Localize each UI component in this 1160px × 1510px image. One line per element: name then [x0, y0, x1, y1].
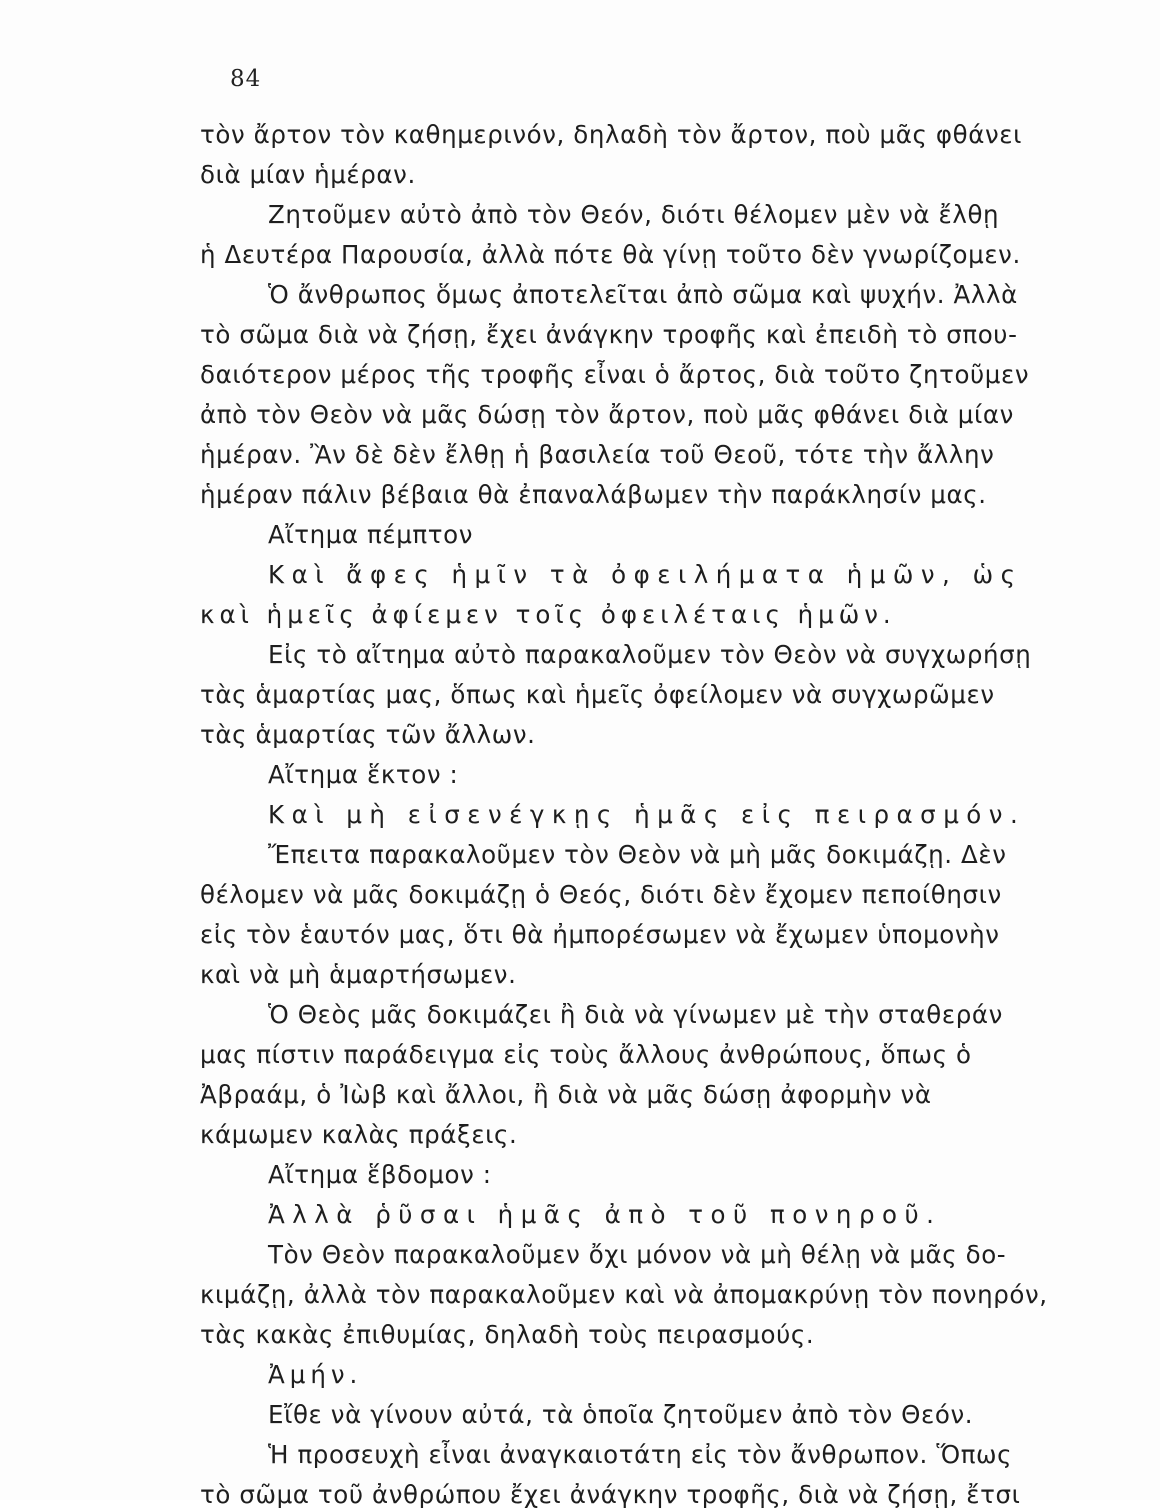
text-line: τὸ σῶμα τοῦ ἀνθρώπου ἔχει ἀνάγκην τροφῆς, διὰ νὰ ζήσῃ, ἔτσι [200, 1480, 1021, 1509]
text-line: καὶ νὰ μὴ ἁμαρτήσωμεν. [200, 960, 517, 989]
text-line: κιμάζῃ, ἀλλὰ τὸν παρακαλοῦμεν καὶ νὰ ἀπομακρύνῃ τὸν πονηρόν, [200, 1280, 1048, 1309]
page-number: 84 [230, 66, 262, 92]
text-line: Εἰς τὸ αἴτημα αὐτὸ παρακαλοῦμεν τὸν Θεὸν νὰ συγχωρήσῃ [268, 640, 1032, 669]
section-heading: Αἴτημα ἕκτον : [268, 760, 459, 789]
text-line: θέλομεν νὰ μᾶς δοκιμάζῃ ὁ Θεός, διότι δὲν ἔχομεν πεποίθησιν [200, 880, 1002, 909]
prayer-verse: Καὶ μὴ εἰσενέγκῃς ἡμᾶς εἰς πειρασμόν. [268, 800, 1026, 829]
text-line: Ζητοῦμεν αὐτὸ ἀπὸ τὸν Θεόν, διότι θέλομεν μὲν νὰ ἔλθῃ [268, 200, 1000, 229]
text-line: Εἴθε νὰ γίνουν αὐτά, τὰ ὁποῖα ζητοῦμεν ἀπὸ τὸν Θεόν. [268, 1400, 974, 1429]
text-line: Ἡ προσευχὴ εἶναι ἀναγκαιοτάτη εἰς τὸν ἄνθρωπον. Ὅπως [268, 1440, 1013, 1469]
text-line: εἰς τὸν ἑαυτόν μας, ὅτι θὰ ἠμπορέσωμεν νὰ ἔχωμεν ὑπομονὴν [200, 920, 1000, 949]
text-line: δαιότερον μέρος τῆς τροφῆς εἶναι ὁ ἄρτος, διὰ τοῦτο ζητοῦμεν [200, 360, 1030, 389]
text-line: Ὁ ἄνθρωπος ὅμως ἀποτελεῖται ἀπὸ σῶμα καὶ ψυχήν. Ἀλλὰ [268, 280, 1018, 309]
text-line: τὰς ἁμαρτίας τῶν ἄλλων. [200, 720, 536, 749]
text-line: τὸ σῶμα διὰ νὰ ζήσῃ, ἔχει ἀνάγκην τροφῆς καὶ ἐπειδὴ τὸ σπου- [200, 320, 1018, 349]
text-line: ἡμέραν πάλιν βέβαια θὰ ἐπαναλάβωμεν τὴν παράκλησίν μας. [200, 480, 987, 509]
text-line: τὰς κακὰς ἐπιθυμίας, δηλαδὴ τοὺς πειρασμούς. [200, 1320, 815, 1349]
text-line: Ἀβραάμ, ὁ Ἰὼβ καὶ ἄλλοι, ἢ διὰ νὰ μᾶς δώσῃ ἀφορμὴν νὰ [200, 1080, 932, 1109]
text-line: μας πίστιν παράδειγμα εἰς τοὺς ἄλλους ἀνθρώπους, ὅπως ὁ [200, 1040, 972, 1069]
section-heading: Αἴτημα πέμπτον [268, 520, 474, 549]
text-line: ἡ Δευτέρα Παρουσία, ἀλλὰ πότε θὰ γίνῃ τοῦτο δὲν γνωρίζομεν. [200, 240, 1021, 269]
prayer-verse: Ἀλλὰ ῥῦσαι ἡμᾶς ἀπὸ τοῦ πονηροῦ. [268, 1200, 942, 1229]
text-line: κάμωμεν καλὰς πράξεις. [200, 1120, 518, 1149]
prayer-verse: καὶ ἡμεῖς ἀφίεμεν τοῖς ὀφειλέταις ἡμῶν. [200, 600, 896, 629]
prayer-verse: Καὶ ἄφες ἡμῖν τὰ ὀφειλήματα ἡμῶν, ὡς [268, 560, 1023, 589]
prayer-verse: Ἀμήν. [268, 1360, 363, 1389]
text-line: Ἔπειτα παρακαλοῦμεν τὸν Θεὸν νὰ μὴ μᾶς δοκιμάζῃ. Δὲν [268, 840, 1007, 869]
text-line: διὰ μίαν ἡμέραν. [200, 160, 416, 189]
section-heading: Αἴτημα ἕβδομον : [268, 1160, 492, 1189]
text-line: Ὁ Θεὸς μᾶς δοκιμάζει ἢ διὰ νὰ γίνωμεν μὲ τὴν σταθεράν [268, 1000, 1003, 1029]
text-line: τὰς ἁμαρτίας μας, ὅπως καὶ ἡμεῖς ὀφείλομεν νὰ συγχωρῶμεν [200, 680, 995, 709]
text-line: ἀπὸ τὸν Θεὸν νὰ μᾶς δώσῃ τὸν ἄρτον, ποὺ μᾶς φθάνει διὰ μίαν [200, 400, 1014, 429]
text-line: Τὸν Θεὸν παρακαλοῦμεν ὄχι μόνον νὰ μὴ θέλῃ νὰ μᾶς δο- [268, 1240, 1007, 1269]
text-line: ἡμέραν. Ἂν δὲ δὲν ἔλθῃ ἡ βασιλεία τοῦ Θεοῦ, τότε τὴν ἄλλην [200, 440, 995, 469]
text-line: τὸν ἄρτον τὸν καθημερινόν, δηλαδὴ τὸν ἄρτον, ποὺ μᾶς φθάνει [200, 120, 1022, 149]
